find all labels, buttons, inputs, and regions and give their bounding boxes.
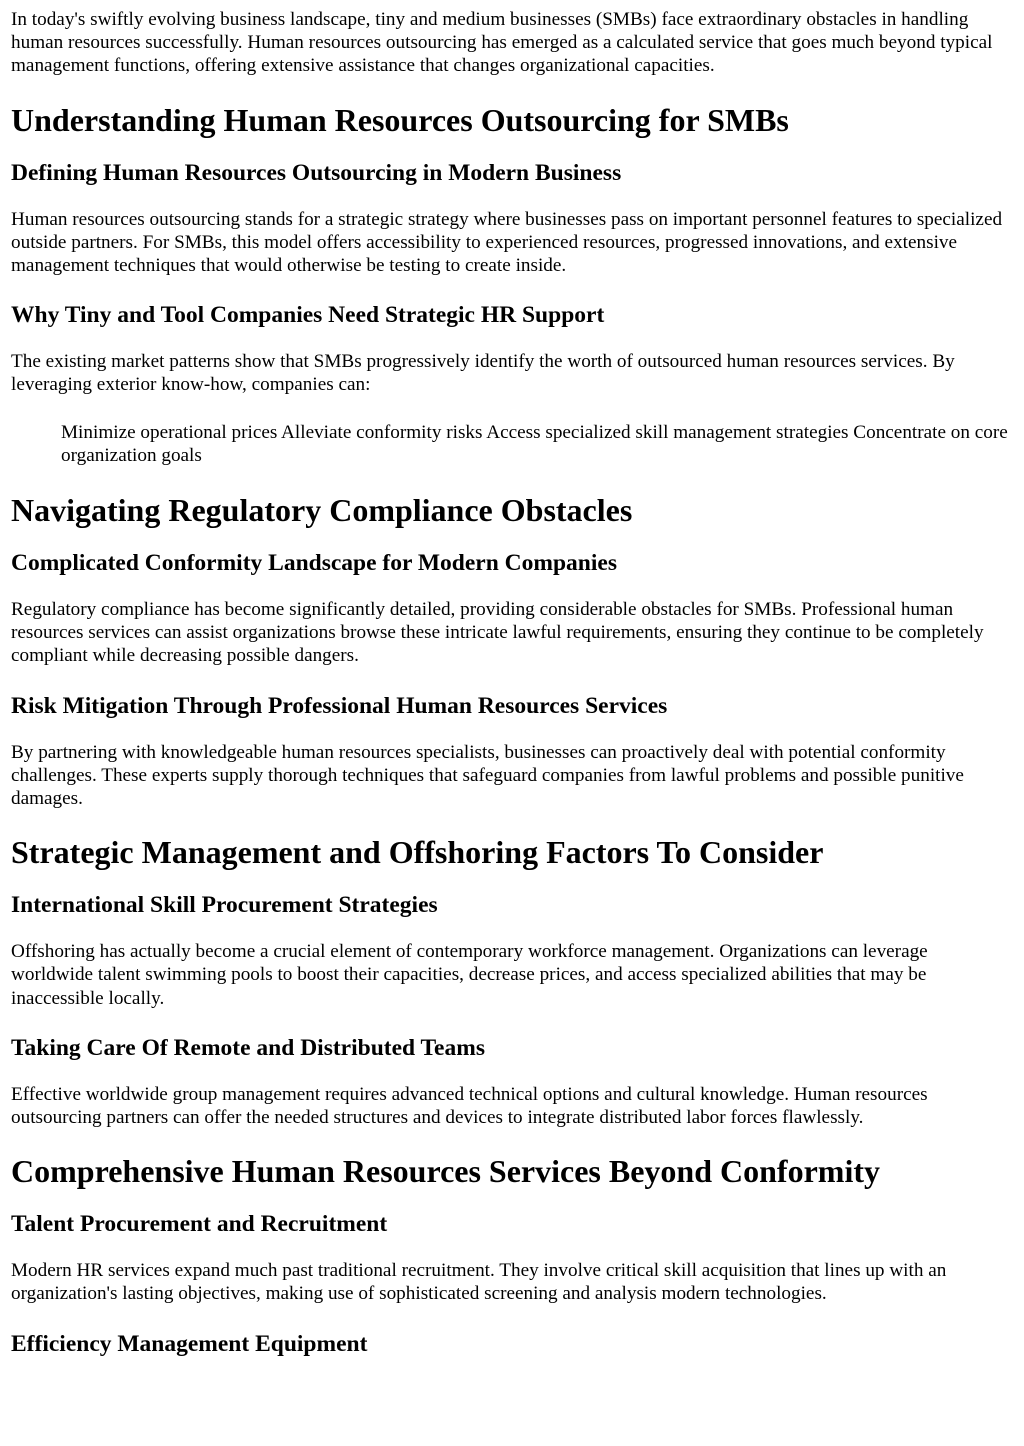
subheading-risk-mitigation: Risk Mitigation Through Professional Human Resources Services xyxy=(11,692,668,719)
paragraph-conformity-landscape: Regulatory compliance has become significantly detailed, providing considerable obstacles for SMBs. Professional human resources services can assist organizations browse these intricate lawful requirements, ensuring they continue to be completely compliant while decreasing possible dangers. xyxy=(11,599,984,667)
subheading-conformity-landscape: Complicated Conformity Landscape for Modern Companies xyxy=(11,550,617,577)
section-heading-regulatory-compliance: Navigating Regulatory Compliance Obstacles xyxy=(11,492,633,529)
subheading-defining-hr-outsourcing: Defining Human Resources Outsourcing in Modern Business xyxy=(11,159,622,186)
section-heading-comprehensive-hr-services: Comprehensive Human Resources Services Beyond Conformity xyxy=(11,1153,880,1190)
paragraph-risk-mitigation: By partnering with knowledgeable human resources specialists, businesses can proactively deal with potential conformity challenges. These experts supply thorough techniques that safeguard companies from lawful problems and possible punitive damages. xyxy=(11,741,964,810)
paragraph-international-skill-procurement: Offshoring has actually become a crucial element of contemporary workforce management. Organizations can leverage worldwide talent swimming pools to boost their capacities, decrease prices, and access specialized abilities that may be inaccessible locally. xyxy=(11,941,928,1009)
section-heading-strategic-management: Strategic Management and Offshoring Factors To Consider xyxy=(11,834,824,871)
subheading-international-skill-procurement: International Skill Procurement Strategies xyxy=(11,892,438,919)
paragraph-remote-distributed-teams: Effective worldwide group management requires advanced technical options and cultural knowledge. Human resources outsourcing partners can offer the needed structures and devices to integrate distributed labor forces flawlessly. xyxy=(11,1083,928,1129)
intro-paragraph: In today's swiftly evolving business landscape, tiny and medium businesses (SMBs) face extraordinary obstacles in handling human resources successfully. Human resources outsourcing has emerged as a calculated service that goes much beyond typical management functions, offering extensive assistance that changes organizational capacities. xyxy=(11,9,993,77)
paragraph-defining-hr-outsourcing: Human resources outsourcing stands for a strategic strategy where businesses pass on important personnel features to specialized outside partners. For SMBs, this model offers accessibility to experienced resources, progressed innovations, and extensive management techniques that would otherwise be testing to create inside. xyxy=(11,208,1003,277)
section-heading-understanding-hr-outsourcing: Understanding Human Resources Outsourcing for SMBs xyxy=(11,101,789,138)
subheading-remote-distributed-teams: Taking Care Of Remote and Distributed Teams xyxy=(11,1034,485,1061)
subheading-why-strategic-hr-support: Why Tiny and Tool Companies Need Strategic HR Support xyxy=(11,302,605,329)
paragraph-talent-procurement: Modern HR services expand much past traditional recruitment. They involve critical skill acquisition that lines up with an organization's lasting objectives, making use of sophisticated screening and analysis modern technologies. xyxy=(11,1260,947,1305)
subheading-talent-procurement: Talent Procurement and Recruitment xyxy=(11,1211,388,1238)
paragraph-why-strategic-hr-support: The existing market patterns show that SMBs progressively identify the worth of outsourced human resources services. By leveraging exterior know-how, companies can: xyxy=(11,351,955,396)
benefits-blockquote: Minimize operational prices Alleviate conformity risks Access specialized skill management strategies Concentrate on core organization goals xyxy=(61,421,1008,466)
subheading-efficiency-management: Efficiency Management Equipment xyxy=(11,1330,368,1357)
